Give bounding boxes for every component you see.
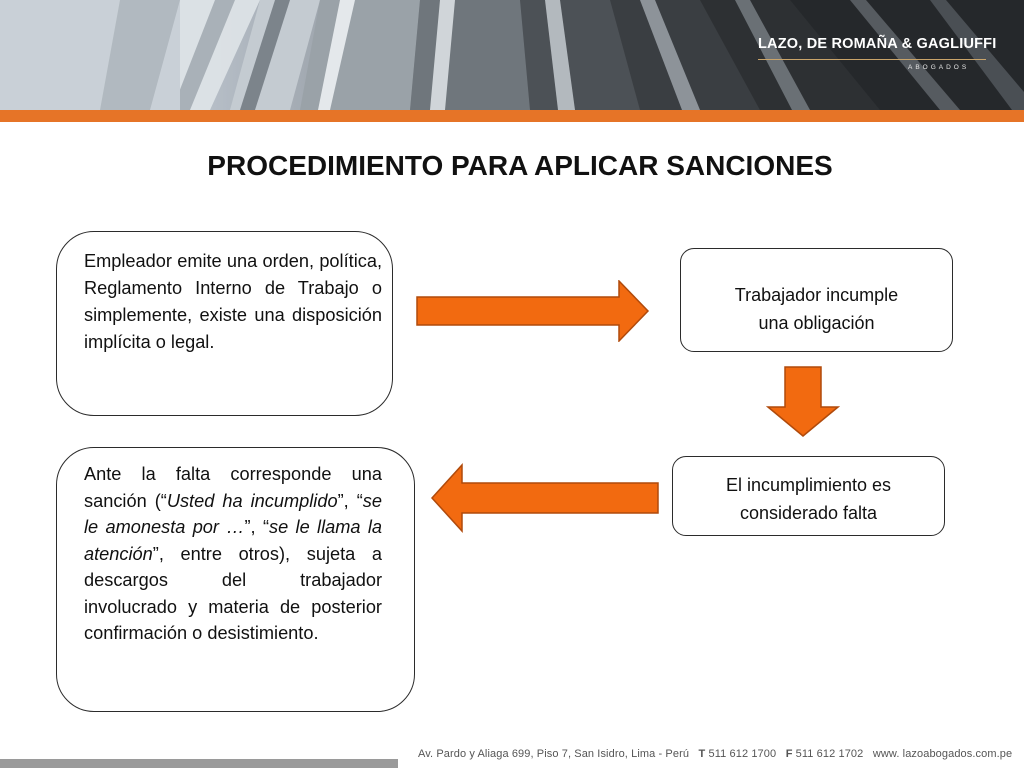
arrow-right-icon — [416, 280, 650, 342]
step-sanction-text-e: ”, “ — [244, 517, 269, 537]
step-sanction-quote-3: se le llama la atención — [84, 517, 382, 564]
footer-fax: 511 612 1702 — [795, 748, 864, 760]
step-sanction-text-g: ”, entre otros), sujeta a descargos del trabajador involucrado y materia de posterior confirmación o desistimiento. — [84, 543, 382, 643]
step-worker-breach-line1: Trabajador incumple — [734, 285, 899, 305]
step-worker-breach — [680, 248, 953, 352]
step-employer-order-text: Empleador emite una orden, política, Reglamento Interno de Trabajo o simplemente, existe una disposición implícita o legal. — [84, 251, 382, 352]
step-employer-order — [56, 231, 393, 416]
step-sanction-quote-1: Usted ha incumplido — [166, 490, 338, 511]
step-sanction-quote-2: se le amonesta por … — [84, 490, 382, 537]
step-sanction-text — [84, 461, 382, 647]
footer-contact — [418, 748, 1018, 760]
step-worker-breach-text — [681, 281, 952, 337]
step-breach-is-fault — [672, 456, 945, 536]
step-sanction-text-a: Ante la falta corresponde una sanción (“ — [84, 464, 382, 511]
arrow-left-icon — [430, 463, 660, 533]
arrow-down-icon — [766, 366, 840, 438]
footer-website: www. lazoabogados.com.pe — [872, 748, 1013, 760]
step-sanction-text-c: ”, “ — [337, 490, 363, 511]
footer-fax-label: F — [785, 748, 793, 760]
header-banner — [0, 0, 1024, 110]
logo-divider — [758, 59, 986, 60]
step-sanction — [56, 447, 415, 712]
footer-phone: 511 612 1700 — [708, 748, 777, 760]
step-breach-is-fault-text — [673, 471, 944, 527]
footer-phone-label: T — [698, 748, 706, 760]
footer-bar — [0, 759, 398, 768]
header-accent-bar — [0, 110, 1024, 122]
slide-title: PROCEDIMIENTO PARA APLICAR SANCIONES — [207, 150, 833, 181]
footer-address: Av. Pardo y Aliaga 699, Piso 7, San Isidro, Lima - Perú — [418, 748, 690, 760]
step-breach-is-fault-line2: considerado falta — [739, 503, 878, 523]
firm-name: LAZO, DE ROMAÑA & GAGLIUFFI — [758, 36, 997, 52]
firm-subtitle: ABOGADOS — [908, 64, 970, 71]
step-worker-breach-line2: una obligación — [758, 313, 875, 333]
firm-logo — [758, 36, 1003, 71]
step-breach-is-fault-line1: El incumplimiento es — [725, 475, 892, 495]
